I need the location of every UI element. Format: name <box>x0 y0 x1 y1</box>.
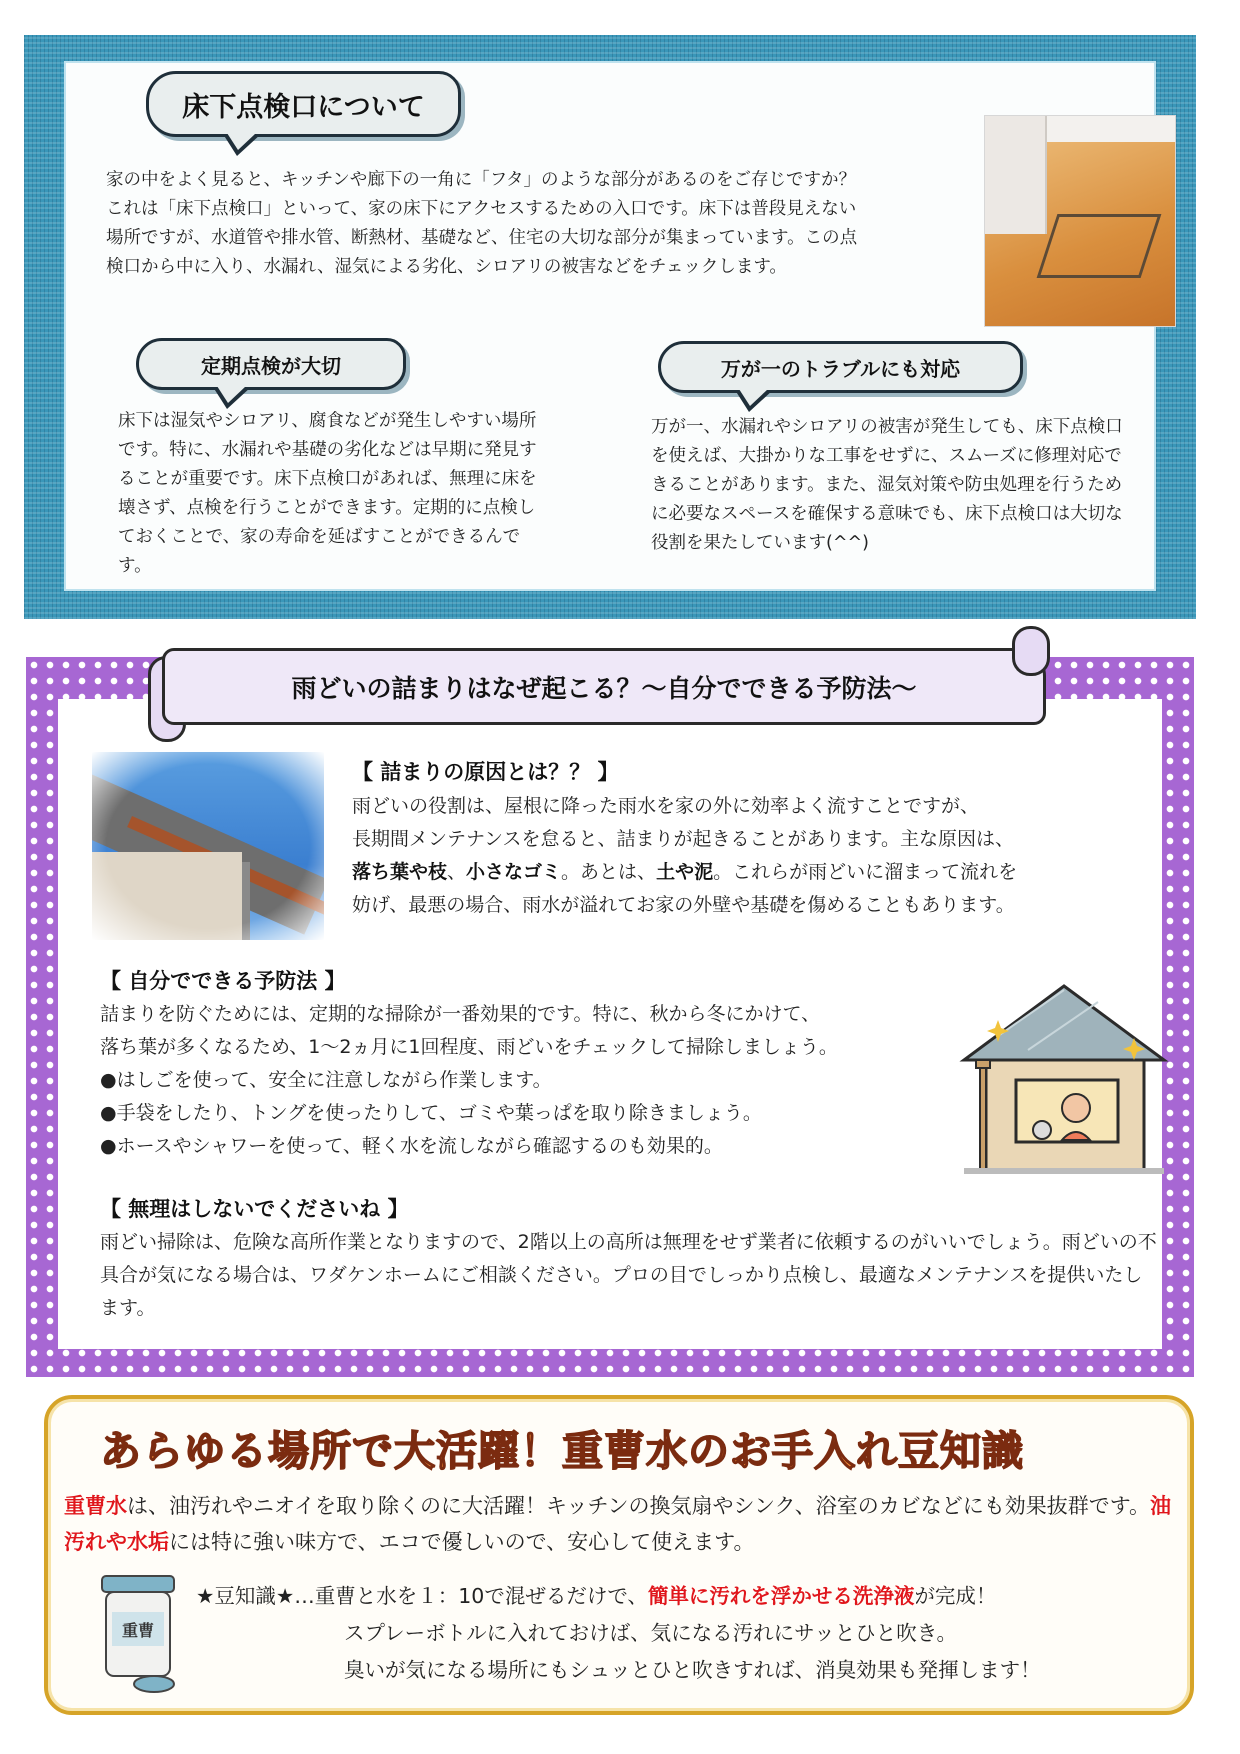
no-overdo-heading: 【 無理はしないでくださいね 】 <box>100 1197 409 1221</box>
underfloor-section-frame <box>24 35 1196 619</box>
kitchen-counter-shape <box>1047 116 1176 142</box>
cause-leaves: 落ち葉や枝 <box>352 861 448 883</box>
trouble-response-bubble <box>658 341 1023 393</box>
underfloor-intro-text: 家の中をよく見ると、キッチンや廊下の一角に「フタ」のような部分があるのをご存じですか？これは「床下点検口」といって、家の床下にアクセスするための入口です。床下は普段見えない場所ですが、水道管や排水管、断熱材、基礎など、住宅の大切な部分が集まっています。この点検口から中に入り、水漏れ、湿気による劣化、シロアリの被害などをチェックします。 <box>106 170 858 277</box>
regular-inspection-bubble <box>136 338 406 390</box>
roof-gutter-photo <box>92 752 324 940</box>
cause-trash: 小さなゴミ <box>466 861 562 883</box>
gutter-title-scroll <box>162 648 1046 725</box>
cause-sep-3: 。これらが雨どいに溜まって流れを <box>713 861 1018 883</box>
prevention-bullet-gloves: ●手袋をしたり、トングを使ったりして、ゴミや葉っぱを取り除きましょう。 <box>100 1102 762 1124</box>
downspout-shape <box>242 862 250 940</box>
house-illustration <box>958 980 1170 1176</box>
tip-line-2: スプレーボトルに入れておけば、気になる汚れにサッとひと吹き。 <box>344 1621 957 1645</box>
trouble-response-title: 万が一のトラブルにも対応 <box>720 356 961 381</box>
underfloor-title: 床下点検口について <box>182 91 425 123</box>
cause-mud: 土や泥 <box>656 861 714 883</box>
kitchen-cabinet-shape <box>985 116 1047 234</box>
regular-inspection-title: 定期点検が大切 <box>201 353 341 378</box>
no-overdo-text: 雨どい掃除は、危険な高所作業となりますので、2階以上の高所は無理をせず業者に依頼するのがいいでしょう。雨どいの不具合が気になる場合は、ワダケンホームにご相談ください。プロの目でしっかり点検し、最適なメンテナンスを提供いたします。 <box>100 1231 1157 1319</box>
gutter-title: 雨どいの詰まりはなぜ起こる？～自分でできる予防法～ <box>291 673 917 703</box>
regular-inspection-text: 床下は湿気やシロアリ、腐食などが発生しやすい場所です。特に、水漏れや基礎の劣化などは早期に発見することが重要です。床下点検口があれば、無理に床を壊さず、点検を行うことができます。定期的に点検しておくことで、家の寿命を延ばすことができるんです。 <box>118 411 537 576</box>
prevention-line-1: 詰まりを防ぐためには、定期的な掃除が一番効果的です。特に、秋から冬にかけて、 <box>100 1003 821 1025</box>
house-wall-shape <box>92 852 242 940</box>
tip-line-3: 臭いが気になる場所にもシュッとひと吹きすれば、消臭効果も発揮します！ <box>344 1658 1041 1682</box>
clog-cause-line-4: 妨げ、最悪の場合、雨水が溢れてお家の外壁や基礎を傷めることもあります。 <box>352 894 1015 916</box>
grease-scale-term: 油汚れや水垢 <box>64 1494 1172 1554</box>
underfloor-hatch-photo <box>984 115 1176 327</box>
baking-soda-intro-a: は、油汚れやニオイを取り除くのに大活躍！キッチンの換気扇やシンク、浴室のカビなどにも効果抜群です。 <box>127 1494 1151 1518</box>
prevention-bullet-hose: ●ホースやシャワーを使って、軽く水を流しながら確認するのも効果的。 <box>100 1135 723 1157</box>
cause-sep-1: 、 <box>447 861 467 883</box>
prevention-bullet-ladder: ●はしごを使って、安全に注意しながら作業します。 <box>100 1069 552 1091</box>
prevention-heading: 【 自分でできる予防法 】 <box>100 969 346 993</box>
cause-sep-2: 。あとは、 <box>561 861 657 883</box>
underfloor-title-bubble <box>146 71 461 137</box>
clog-cause-text <box>352 790 1152 922</box>
baking-soda-jar-icon <box>96 1572 180 1698</box>
tip-line-1-a: ★豆知識★…重曹と水を１：10で混ぜるだけで、 <box>196 1584 648 1608</box>
baking-soda-intro <box>64 1488 1174 1560</box>
cleaning-solution-term: 簡単に汚れを浮かせる洗浄液 <box>647 1584 915 1608</box>
tip-line-1-b: が完成！ <box>914 1584 997 1608</box>
clog-cause-line-2: 長期間メンテナンスを怠ると、詰まりが起きることがあります。主な原因は、 <box>352 828 1014 850</box>
clog-cause-line-3 <box>352 856 1152 889</box>
scroll-curl-right <box>1012 626 1050 676</box>
underfloor-section-panel <box>64 61 1156 591</box>
jar-label: 重曹 <box>121 1621 155 1640</box>
baking-soda-tips <box>196 1578 1186 1689</box>
trouble-response-text: 万が一、水漏れやシロアリの被害が発生しても、床下点検口を使えば、大掛かりな工事をせずに、スムーズに修理対応できることがあります。また、湿気対策や防虫処理を行うために必要なスペースを確保する意味でも、床下点検口は大切な役割を果たしています(^^) <box>651 417 1123 553</box>
clog-cause-heading: 【 詰まりの原因とは？？ 】 <box>352 760 619 784</box>
prevention-line-2: 落ち葉が多くなるため、1～2ヵ月に1回程度、雨どいをチェックして掃除しましょう。 <box>100 1036 838 1058</box>
clog-cause-line-1: 雨どいの役割は、屋根に降った雨水を家の外に効率よく流すことですが、 <box>352 795 980 817</box>
baking-soda-water-term: 重曹水 <box>64 1494 127 1518</box>
baking-soda-title: あらゆる場所で大活躍！重曹水のお手入れ豆知識 <box>100 1427 1024 1475</box>
prevention-text <box>100 998 970 1163</box>
baking-soda-intro-b: には特に強い味方で、エコで優しいので、安心して使えます。 <box>169 1530 755 1554</box>
tip-line-1 <box>196 1578 1186 1615</box>
floor-hatch-outline <box>1037 214 1162 278</box>
